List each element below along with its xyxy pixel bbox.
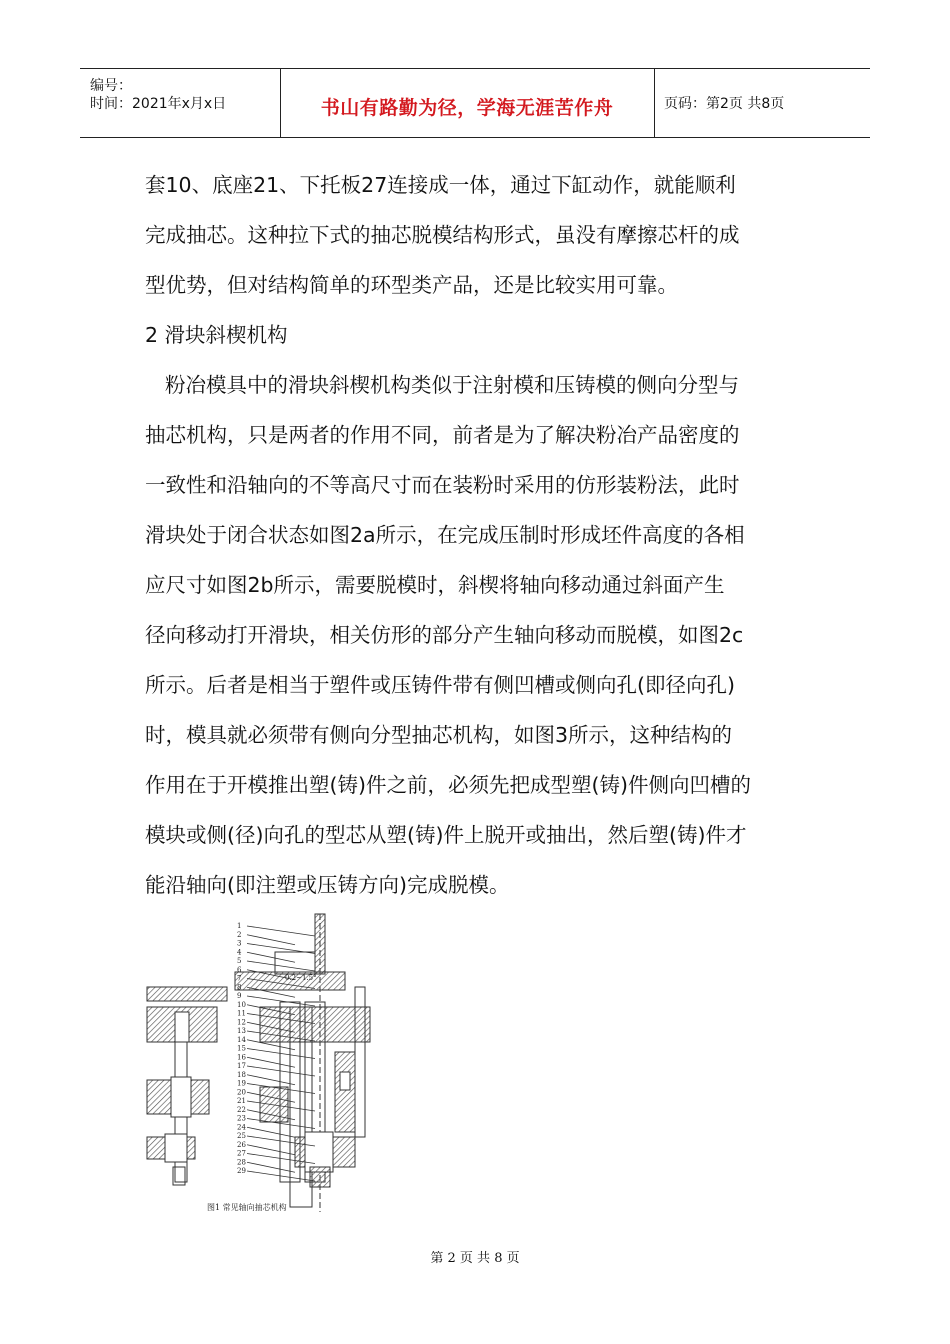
part-number-label: 23 xyxy=(237,1114,246,1123)
leader-line xyxy=(247,996,315,1006)
part-number-label: 28 xyxy=(237,1158,246,1167)
part-number-label: 15 xyxy=(237,1044,246,1053)
body-line: 型优势，但对结构简单的环型类产品，还是比较实用可靠。 xyxy=(145,273,678,297)
part-number-label: 1 xyxy=(237,922,242,930)
part-number-label: 20 xyxy=(237,1088,246,1097)
leader-line xyxy=(247,935,295,945)
body-line: 作用在于开模推出塑(铸)件之前，必须先把成型塑(铸)件侧向凹槽的 xyxy=(145,773,751,797)
part-number-label: 24 xyxy=(237,1123,246,1132)
body-line: 一致性和沿轴向的不等高尺寸而在装粉时采用的仿形装粉法，此时 xyxy=(145,473,740,497)
part-number-label: 2 xyxy=(237,930,242,939)
body-line: 所示。后者是相当于塑件或压铸件带有侧凹槽或侧向孔(即径向孔) xyxy=(145,673,735,697)
part-number-label: 18 xyxy=(237,1070,246,1079)
part-number-label: 11 xyxy=(237,1009,246,1018)
body-line: 滑块处于闭合状态如图2a所示，在完成压制时形成坯件高度的各相 xyxy=(145,523,745,547)
leader-line xyxy=(247,1127,295,1137)
body-line: 套10、底座21、下托板27连接成一体，通过下缸动作，就能顺利 xyxy=(145,173,736,197)
part-number-label: 25 xyxy=(237,1132,246,1140)
page-info: 页码：第2页 共8页 xyxy=(664,96,785,112)
part-number-label: 8 xyxy=(237,983,242,992)
part-number-label: 4 xyxy=(237,948,242,957)
document-body xyxy=(145,160,805,910)
part-number-label: 26 xyxy=(237,1140,246,1149)
part-number-label: 10 xyxy=(237,1000,246,1009)
leader-line xyxy=(247,1145,295,1155)
part-number-label: 7 xyxy=(237,974,242,983)
mold-figure xyxy=(145,912,375,1217)
header-page-cell xyxy=(654,69,870,137)
part-number-label: 21 xyxy=(237,1097,246,1105)
number-label: 编号： xyxy=(90,78,132,94)
mold-drawing xyxy=(145,912,375,1217)
leader-line xyxy=(247,952,295,962)
body-line: 时，模具就必须带有侧向分型抽芯机构，如图3所示，这种结构的 xyxy=(145,723,733,747)
part-number-label: 16 xyxy=(237,1053,246,1062)
part-number-label: 6 xyxy=(237,965,242,974)
body-line: 抽芯机构，只是两者的作用不同，前者是为了解决粉冶产品密度的 xyxy=(145,423,740,447)
leader-line xyxy=(247,1162,295,1172)
part-number-label: 29 xyxy=(237,1167,246,1175)
body-line: 能沿轴向(即注塑或压铸方向)完成脱模。 xyxy=(145,873,510,897)
part-number-label: 5 xyxy=(237,957,242,965)
motto: 书山有路勤为径，学海无涯苦作舟 xyxy=(320,97,614,119)
part-number-label: 13 xyxy=(237,1027,246,1035)
body-line: 径向移动打开滑块，相关仿形的部分产生轴向移动而脱模，如图2c xyxy=(145,623,744,647)
part-number-label: 27 xyxy=(237,1149,246,1158)
header-motto-cell xyxy=(280,69,655,137)
body-line: 粉冶模具中的滑块斜楔机构类似于注射模和压铸模的侧向分型与 xyxy=(165,373,739,397)
leader-line xyxy=(247,926,315,936)
part-number-label: 12 xyxy=(237,1018,246,1027)
part-number-label: 9 xyxy=(237,992,242,1000)
part-number-label: 14 xyxy=(237,1035,246,1044)
part-number-label: 22 xyxy=(237,1105,246,1114)
part-number-label: 17 xyxy=(237,1062,246,1070)
part-number-label: 3 xyxy=(237,939,242,948)
page-header xyxy=(80,68,870,138)
page-footer: 第 2 页 共 8 页 xyxy=(430,1251,520,1266)
part-number-label: 19 xyxy=(237,1079,246,1088)
figure-caption: 图1 常见轴向抽芯机构 xyxy=(207,1203,287,1212)
header-meta-cell xyxy=(80,69,281,137)
angle-note: 0.2~1.5° xyxy=(285,974,317,982)
section-heading: 2 滑块斜楔机构 xyxy=(145,323,288,347)
body-line: 完成抽芯。这种拉下式的抽芯脱模结构形式，虽没有摩擦芯杆的成 xyxy=(145,223,740,247)
leader-line xyxy=(247,1075,295,1085)
body-line: 应尺寸如图2b所示，需要脱模时，斜楔将轴向移动通过斜面产生 xyxy=(145,573,725,597)
leader-line xyxy=(247,961,315,971)
leader-line xyxy=(247,1057,295,1067)
body-line: 模块或侧(径)向孔的型芯从塑(铸)件上脱开或抽出，然后塑(铸)件才 xyxy=(145,823,747,847)
time-label: 时间：2021年x月x日 xyxy=(90,96,227,112)
